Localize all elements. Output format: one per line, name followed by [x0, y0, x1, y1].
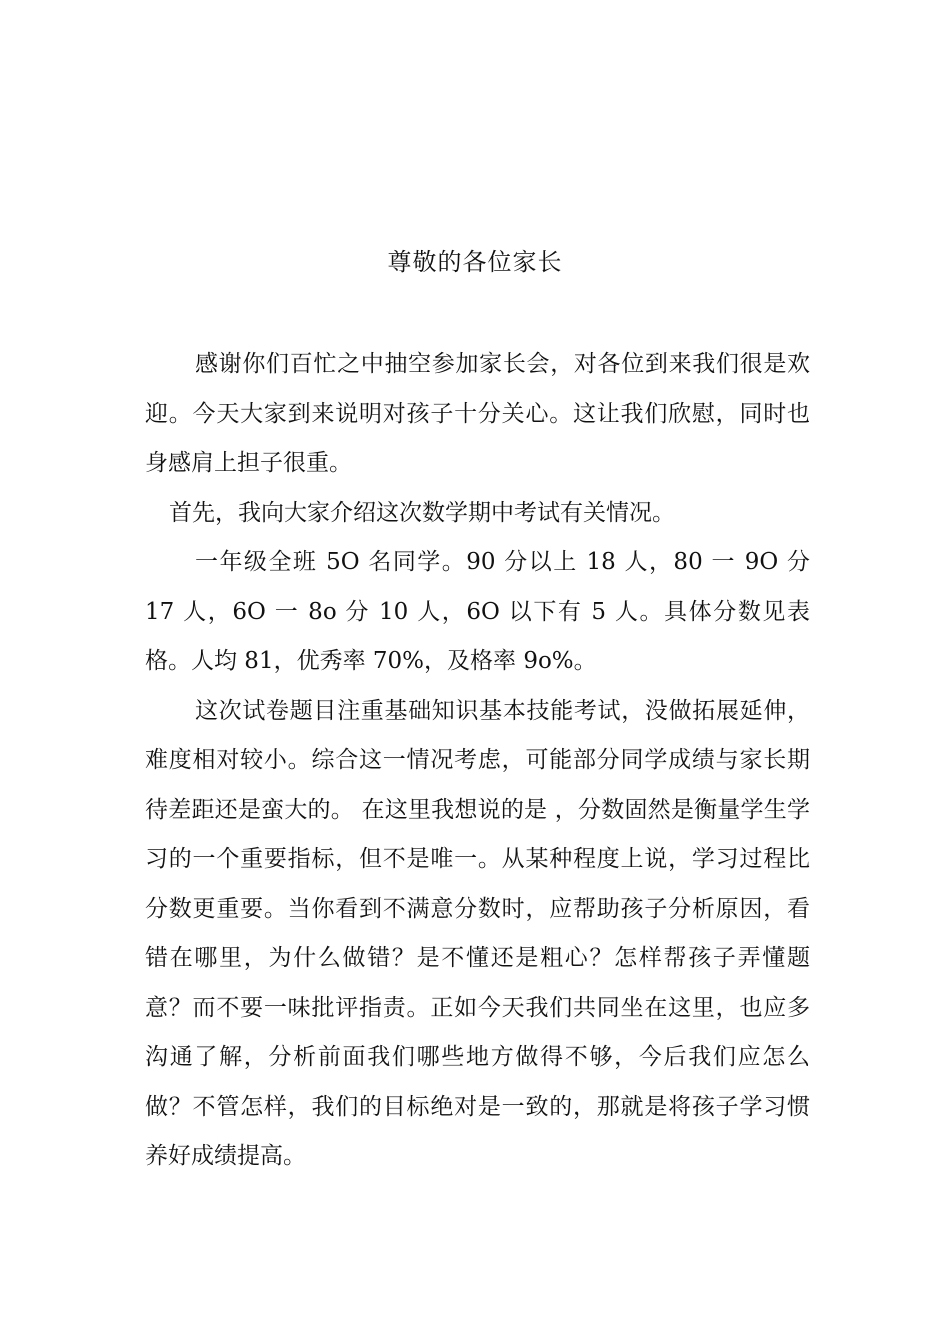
paragraph-analysis: 这次试卷题目注重基础知识基本技能考试，没做拓展延伸，难度相对较小。综合这一情况考虑，可能部分同学成绩与家长期待差距还是蛮大的。 在这里我想说的是 ，分数固然是衡量学生学习的一个重要指标，但不是唯一。从某种程度上说，学习过程比分数更重要。当你看到不满意分数时，应帮助孩子分析原因，看错在哪里，为什么做错？是不懂还是粗心？怎样帮孩子弄懂题意？而不要一味批评指责。正如今天我们共同坐在这里，也应多沟通了解，分析前面我们哪些地方做得不够，今后我们应怎么做？不管怎样，我们的目标绝对是一致的，那就是将孩子学习惯养好成绩提高。 [145, 697, 810, 1169]
paragraph-score-summary: 一年级全班 5O 名同学。90 分以上 18 人，80 一 9O 分 17 人，6O 一 8o 分 10 人，6O 以下有 5 人。具体分数见表格。人均 81，优秀率 70%，及格率 9o%。 [145, 549, 810, 674]
paragraph-greeting: 感谢你们百忙之中抽空参加家长会，对各位到来我们很是欢迎。今天大家到来说明对孩子十分关心。这让我们欣慰，同时也身感肩上担子很重。 [145, 351, 810, 476]
paragraph-introduction: 首先，我向大家介绍这次数学期中考试有关情况。 [169, 499, 675, 526]
document-title: 尊敬的各位家长 [387, 248, 563, 276]
document-body [145, 340, 810, 1182]
